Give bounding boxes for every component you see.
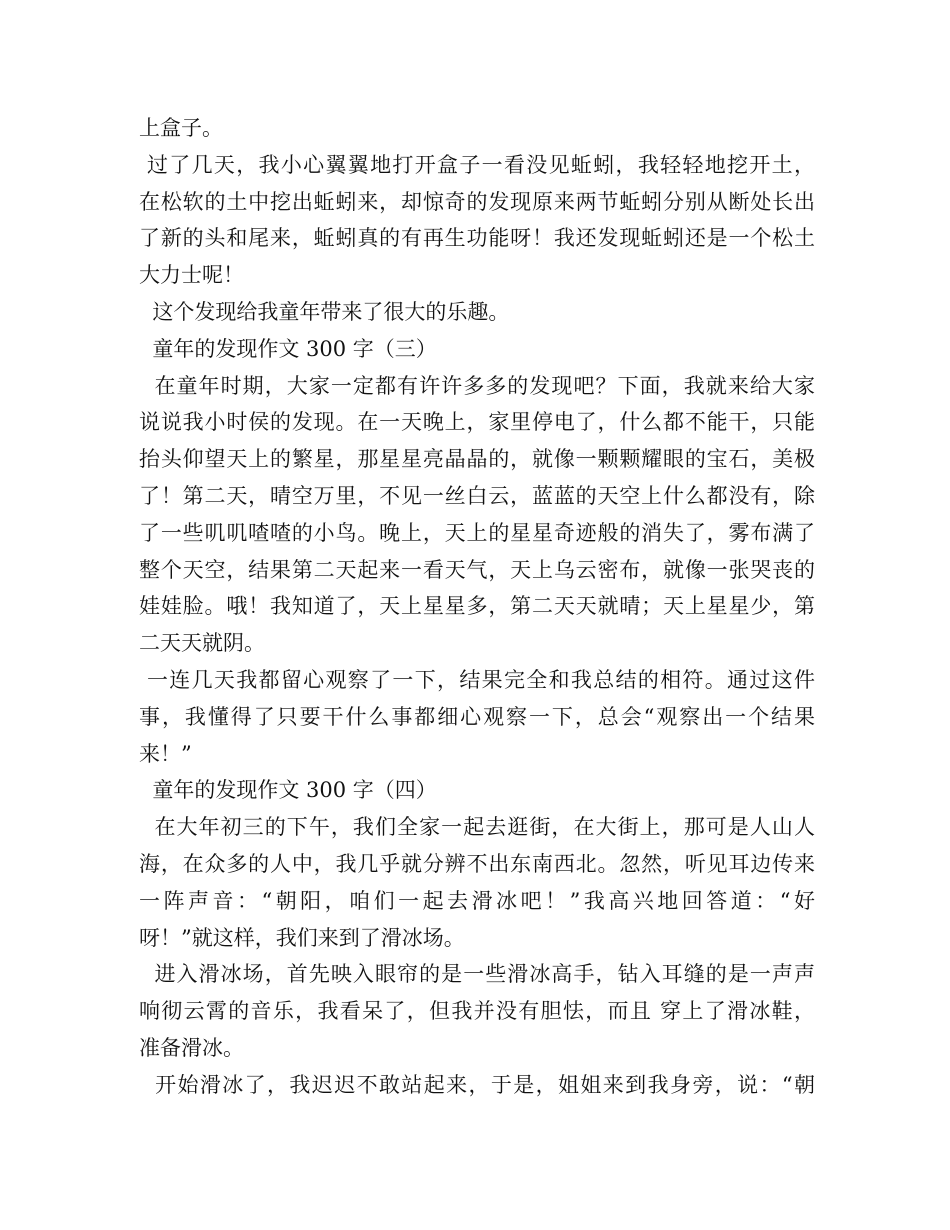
text-line: 一连几天我都留心观察了一下，结果完全和我总结的相符。通过这件 (139, 667, 815, 692)
text-line: 呀！”就这样，我们来到了滑冰场。 (139, 925, 465, 950)
text-line: 这个发现给我童年带来了很大的乐趣。 (139, 299, 510, 324)
text-line: 在大年初三的下午，我们全家一起去逛街，在大街上，那可是人山人 (139, 815, 815, 840)
text-line: 娃娃脸。哦！我知道了，天上星星多，第二天天就晴；天上星星少，第 (139, 594, 815, 619)
text-line: 了新的头和尾来，蚯蚓真的有再生功能呀！我还发现蚯蚓还是一个松土 (139, 226, 815, 251)
text-line: 了！第二天，晴空万里，不见一丝白云，蓝蓝的天空上什么都没有，除 (139, 483, 815, 508)
text-line: 准备滑冰。 (139, 1035, 244, 1060)
text-line: 开始滑冰了，我迟迟不敢站起来，于是，姐姐来到我身旁，说：“朝 (139, 1072, 815, 1097)
text-line: 一阵声音：“朝阳，咱们一起去滑冰吧！”我高兴地回答道：“好 (139, 888, 815, 913)
text-line: 来！” (139, 741, 192, 766)
text-line: 抬头仰望天上的繁星，那星星亮晶晶的，就像一颗颗耀眼的宝石，美极 (139, 447, 815, 472)
text-line: 事，我懂得了只要干什么事都细心观察一下，总会“观察出一个结果 (139, 704, 815, 729)
document-page (139, 110, 815, 1104)
text-line: 二天天就阴。 (139, 631, 265, 656)
text-line: 在松软的土中挖出蚯蚓来，却惊奇的发现原来两节蚯蚓分别从断处长出 (139, 189, 815, 214)
text-line: 进入滑冰场，首先映入眼帘的是一些滑冰高手，钻入耳缝的是一声声 (139, 962, 815, 987)
text-line: 上盒子。 (139, 116, 223, 140)
text-line: 海，在众多的人中，我几乎就分辨不出东南西北。忽然，听见耳边传来 (139, 851, 815, 876)
text-line: 大力士呢！ (139, 263, 244, 288)
text-line: 说说我小时侯的发现。在一天晚上，家里停电了，什么都不能干，只能 (139, 410, 815, 435)
text-line: 整个天空，结果第二天起来一看天气，天上乌云密布，就像一张哭丧的 (139, 557, 815, 582)
text-line: 童年的发现作文 300 字（三） (139, 336, 437, 361)
text-line: 响彻云霄的音乐，我看呆了，但我并没有胆怯，而且 穿上了滑冰鞋， (139, 999, 815, 1024)
text-line: 在童年时期，大家一定都有许许多多的发现吧？下面，我就来给大家 (139, 373, 815, 398)
text-line: 了一些叽叽喳喳的小鸟。晚上，天上的星星奇迹般的消失了，雾布满了 (139, 520, 815, 545)
text-line: 过了几天，我小心翼翼地打开盒子一看没见蚯蚓，我轻轻地挖开土， (139, 152, 815, 177)
text-line: 童年的发现作文 300 字（四） (139, 778, 437, 803)
